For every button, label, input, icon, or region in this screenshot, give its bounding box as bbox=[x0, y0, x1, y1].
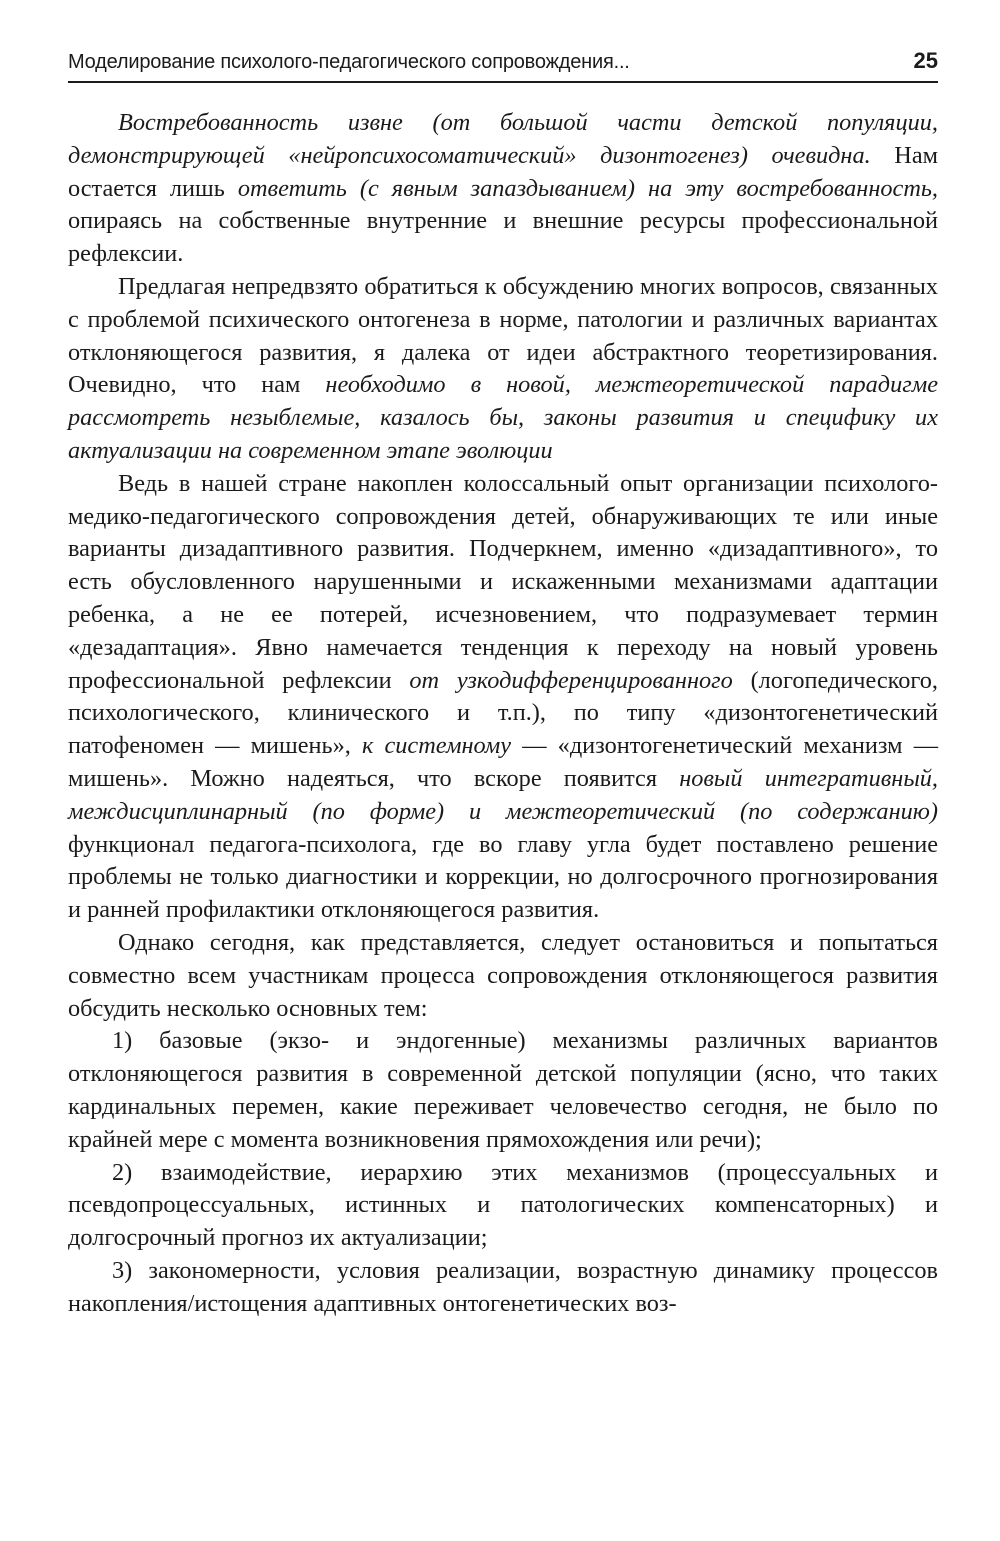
italic-phrase: новый интегративный, междисциплинарный (по форме) и межтеоретический (по содержанию) bbox=[68, 764, 938, 825]
italic-phrase: Востребованность извне (от большой части детской популяции, демонстрирующей «нейропсихосоматический» дизонтогенез) очевидна. bbox=[68, 109, 938, 169]
list-item-2: 2) взаимодействие, иерархию этих механизмов (процессуальных и псевдопроцессуальных, истинных и патологических компенсаторных) и долгосрочный прогноз их актуализации; bbox=[68, 1158, 938, 1252]
paragraph-4 bbox=[68, 927, 938, 1025]
italic-phrase: к системному bbox=[361, 732, 512, 760]
body-text bbox=[68, 107, 938, 1320]
text-run: (логопедического, психологического, клинического и т.п.), по типу «дизонтогенетический патофеномен — мишень», bbox=[68, 666, 938, 760]
text-run: Предлагая непредвзято обратиться к обсуждению многих вопросов, связанных с проблемой психического онтогенеза в норме, патологии и различных вариантах отклоняющегося развития, я далека от идеи абстрактного теоретизирования. Очевидно, что нам bbox=[68, 272, 938, 399]
text-run: Ведь в нашей стране накоплен колоссальный опыт организации психолого-медико-педагогического сопровождения детей, обнаруживающих те или иные варианты дизадаптивного развития. Подчеркнем, именно «дизадаптивного», то есть обусловленного нарушенными и искаженными механизмами адаптации ребенка, а не ее потерей, исчезновением, что подразумевает термин «дезадаптация». Явно намечается тенденция к переходу на новый уровень профессиональной рефлексии bbox=[68, 469, 938, 694]
paragraph-2 bbox=[68, 271, 938, 468]
text-run: Однако сегодня, как представляется, следует остановиться и попытаться совместно всем участникам процесса сопровождения отклоняющегося развития обсудить несколько основных тем: bbox=[68, 928, 938, 1022]
text-run: функционал педагога-психолога, где во главу угла будет поставлено решение проблемы не только диагностики и коррекции, но долгосрочного прогнозирования и ранней профилактики отклоняющегося развития. bbox=[68, 830, 938, 924]
page-number: 25 bbox=[913, 48, 938, 73]
text-run: — «дизонтогенетический механизм — мишень». Можно надеяться, что вскоре появится bbox=[68, 732, 938, 792]
italic-phrase: необходимо в новой, межтеоретической парадигме рассмотреть незыблемые, казалось бы, законы развития и специфику их актуализации на современном этапе эволюции bbox=[68, 371, 939, 464]
book-page bbox=[68, 48, 938, 1320]
italic-phrase: от узкодифференцированного bbox=[409, 666, 733, 694]
text-run: опираясь на собственные внутренние и внешние ресурсы профессиональной рефлексии. bbox=[68, 207, 938, 268]
list-item-3: 3) закономерности, условия реализации, возрастную динамику процессов накопления/истощения адаптивных онтогенетических воз- bbox=[68, 1256, 938, 1317]
paragraph-3 bbox=[68, 468, 938, 927]
italic-phrase: ответить (с явным запаздыванием) на эту востребованность, bbox=[237, 174, 938, 202]
running-title: Моделирование психолого-педагогического сопровождения... bbox=[68, 51, 630, 73]
text-run: Нам остается лишь bbox=[68, 141, 938, 202]
list-item-1: 1) базовые (экзо- и эндогенные) механизмы различных вариантов отклоняющегося развития в современной детской популяции (ясно, что таких кардинальных перемен, какие переживает человечество сегодня, не было по крайней мере с момента возникновения прямохождения или речи); bbox=[68, 1027, 938, 1153]
running-head bbox=[68, 48, 938, 83]
paragraph-1 bbox=[68, 107, 938, 271]
